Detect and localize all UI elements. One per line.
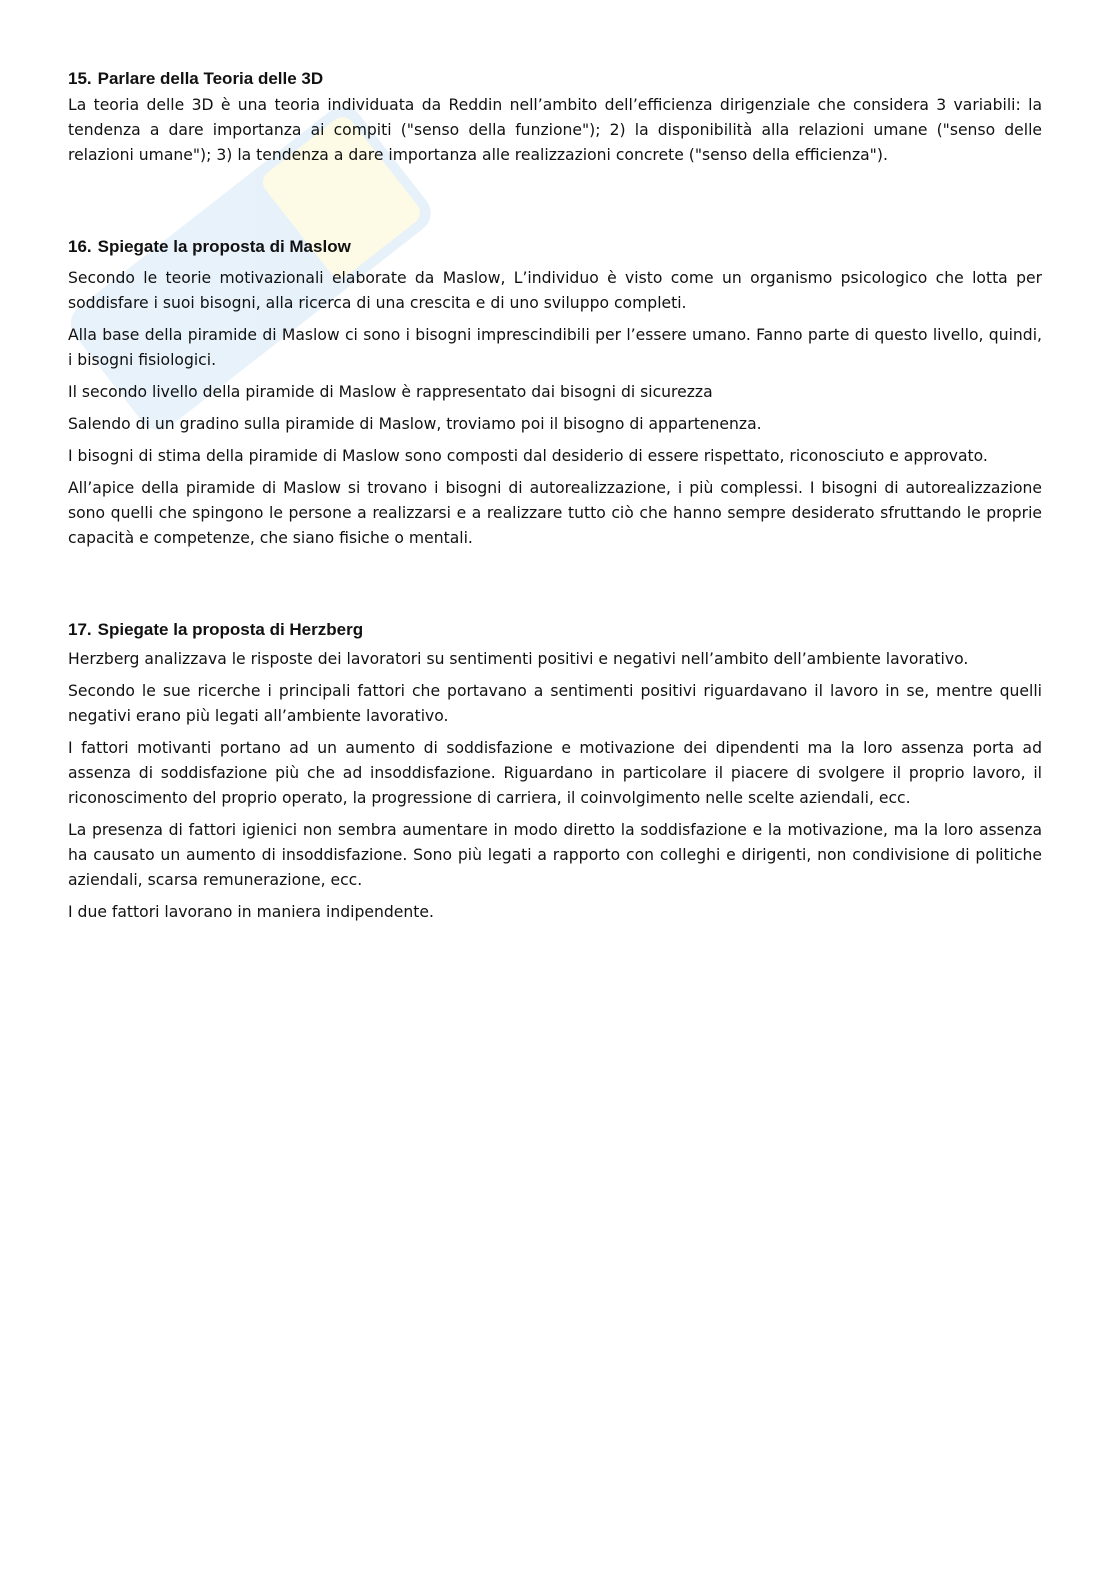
paragraph: Secondo le sue ricerche i principali fattori che portavano a sentimenti positivi riguardavano il lavoro in se, mentre quelli negativi erano più legati all’ambiente lavorativo.	[68, 682, 1042, 725]
paragraph: Herzberg analizzava le risposte dei lavoratori su sentimenti positivi e negativi nell’ambito dell’ambiente lavorativo.	[68, 650, 969, 668]
section-title: Parlare della Teoria delle 3D	[97, 69, 324, 88]
paragraph: Salendo di un gradino sulla piramide di Maslow, troviamo poi il bisogno di appartenenza.	[68, 415, 762, 433]
section-heading	[68, 66, 1042, 91]
paragraph: La teoria delle 3D è una teoria individuata da Reddin nell’ambito dell’efficienza dirigenziale che considera 3 variabili: la tendenza a dare importanza ai compiti ("senso della funzione"); 2) la disponibilità alla relazioni umane ("senso delle relazioni umane"); 3) la tendenza a dare importanza alle realizzazioni concrete ("senso della efficienza").	[68, 96, 1042, 164]
section-heading	[68, 617, 1042, 642]
section-title: Spiegate la proposta di Maslow	[97, 237, 351, 256]
section-15	[68, 66, 1042, 168]
paragraph: All’apice della piramide di Maslow si trovano i bisogni di autorealizzazione, i più complessi. I bisogni di autorealizzazione sono quelli che spingono le persone a realizzarsi e a realizzare tutto ciò che hanno sempre desiderato sfruttando le proprie capacità e competenze, che siano fisiche o mentali.	[68, 479, 1042, 547]
paragraph: I fattori motivanti portano ad un aumento di soddisfazione e motivazione dei dipendenti ma la loro assenza porta ad assenza di soddisfazione più che ad insoddisfazione. Riguardano in particolare il piacere di svolgere il proprio lavoro, il riconoscimento del proprio operato, la progressione di carriera, il coinvolgimento nelle scelte aziendali, ecc.	[68, 739, 1042, 807]
section-heading	[68, 234, 1042, 259]
document-page	[68, 66, 1042, 925]
paragraph: Alla base della piramide di Maslow ci sono i bisogni imprescindibili per l’essere umano. Fanno parte di questo livello, quindi, i bisogni fisiologici.	[68, 326, 1042, 369]
section-16	[68, 234, 1042, 551]
paragraph: I bisogni di stima della piramide di Maslow sono composti dal desiderio di essere rispettato, riconosciuto e approvato.	[68, 447, 988, 465]
section-number: 16.	[68, 237, 92, 256]
paragraph: Il secondo livello della piramide di Maslow è rappresentato dai bisogni di sicurezza	[68, 383, 713, 401]
paragraph: Secondo le teorie motivazionali elaborate da Maslow, L’individuo è visto come un organismo psicologico che lotta per soddisfare i suoi bisogni, alla ricerca di una crescita e di uno sviluppo completi.	[68, 269, 1042, 312]
paragraph: I due fattori lavorano in maniera indipendente.	[68, 903, 434, 921]
paragraph: La presenza di fattori igienici non sembra aumentare in modo diretto la soddisfazione e la motivazione, ma la loro assenza ha causato un aumento di insoddisfazione. Sono più legati a rapporto con colleghi e dirigenti, non condivisione di politiche aziendali, scarsa remunerazione, ecc.	[68, 821, 1042, 889]
section-number: 17.	[68, 620, 92, 639]
section-title: Spiegate la proposta di Herzberg	[97, 620, 364, 639]
section-number: 15.	[68, 69, 92, 88]
section-17	[68, 617, 1042, 925]
